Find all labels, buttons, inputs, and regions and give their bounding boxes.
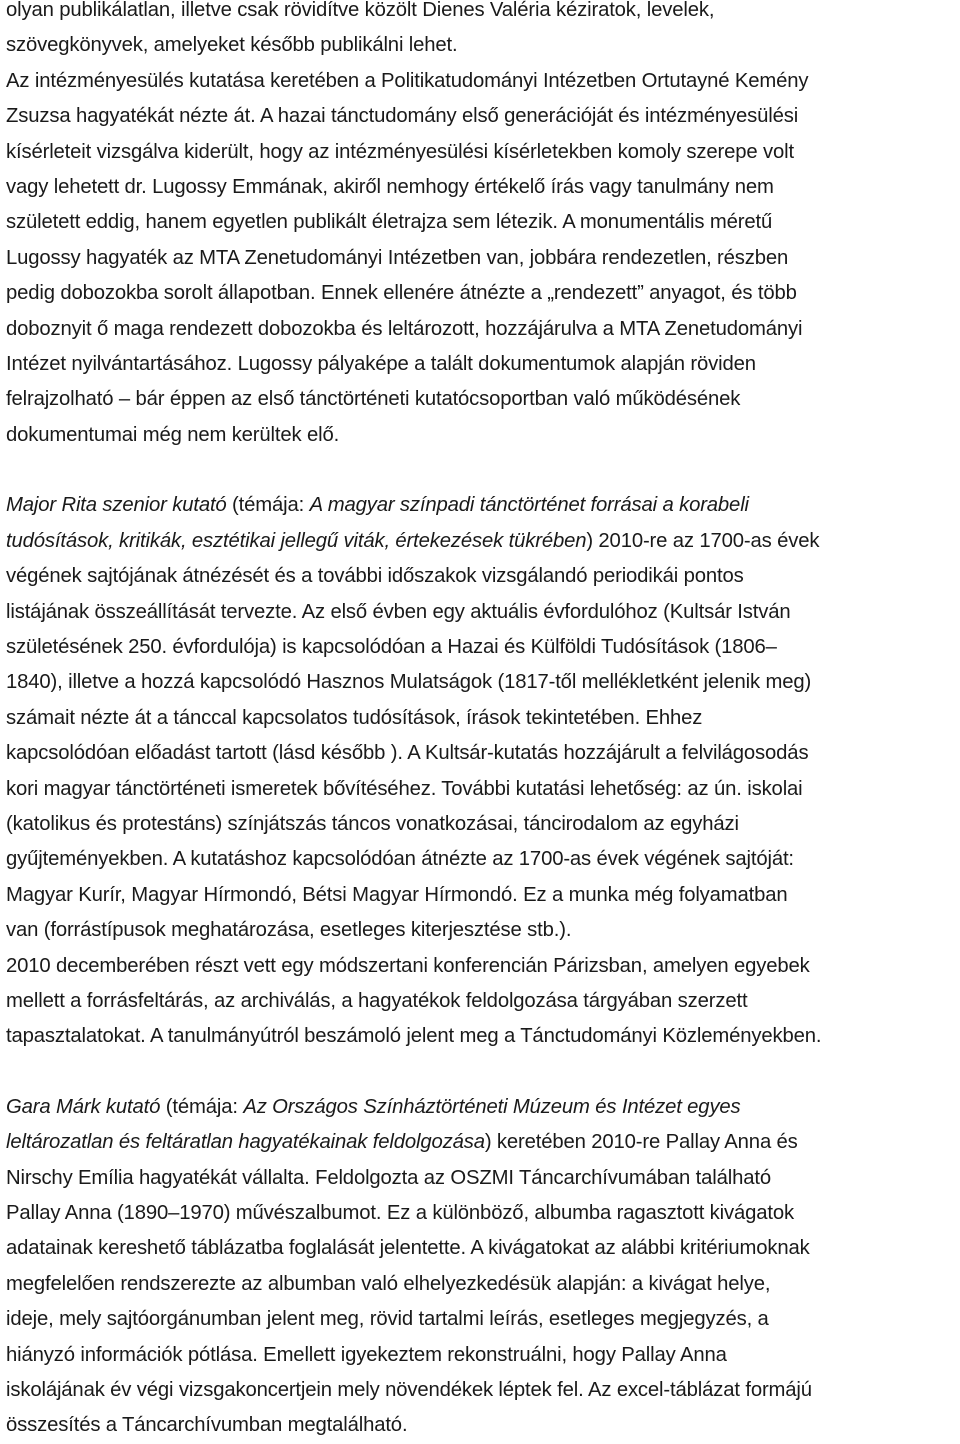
researcher-name: Gara Márk kutató <box>6 1095 161 1118</box>
text-fragment: (témája: <box>226 494 310 517</box>
text-line: felrajzolható – bár éppen az első tánctörténeti kutatócsoportban való működésének <box>6 388 741 411</box>
text-line: dokumentumai még nem kerültek elő. <box>6 423 340 446</box>
text-line: Pallay Anna (1890–1970) művészalbumot. Ez a különböző, albumba ragasztott kivágatok <box>6 1202 795 1224</box>
text-line: Az intézményesülés kutatása keretében a Politikatudományi Intézetben Ortutayné Kemény <box>6 69 809 92</box>
paragraph-lugossy <box>6 0 956 453</box>
text-line: mellett a forrásfeltárás, az archiválás, a hagyatékok feldolgozása tárgyában szerzett <box>6 989 748 1012</box>
text-line: végének sajtójának átnézését és a további időszakok vizsgálandó periodikái pontos <box>6 565 744 588</box>
text-line <box>6 524 956 559</box>
text-fragment: ) keretében 2010-re Pallay Anna és <box>484 1131 798 1154</box>
text-line: kísérleteit vizsgálva kiderült, hogy az intézményesülési kísérletekben komoly szerepe volt <box>6 140 794 163</box>
text-line: van (forrástípusok meghatározása, esetleges kiterjesztése stb.). <box>6 919 572 942</box>
text-line: vagy lehetett dr. Lugossy Emmának, akiről nemhogy értékelő írás vagy tanulmány nem <box>6 176 774 199</box>
text-line: számait nézte át a tánccal kapcsolatos tudósítások, írások tekintetében. Ehhez <box>6 706 703 729</box>
text-line: szövegkönyvek, amelyeket később publikálni lehet. <box>6 34 458 57</box>
paragraph-spacer <box>6 1055 956 1090</box>
text-fragment: ) 2010-re az 1700-as évek <box>586 529 820 552</box>
text-line: Magyar Kurír, Magyar Hírmondó, Bétsi Magyar Hírmondó. Ez a munka még folyamatban <box>6 883 788 906</box>
text-line: Intézet nyilvántartásához. Lugossy pályaképe a talált dokumentumok alapján röviden <box>6 353 756 376</box>
text-line: iskolájának év végi vizsgakoncertjein mely növendékek léptek fel. Az excel-táblázat formájú <box>6 1379 812 1402</box>
research-topic: A magyar színpadi tánctörténet forrásai a korabeli <box>309 494 749 517</box>
paragraph-major-rita <box>6 488 956 1055</box>
text-line: gyűjteményekben. A kutatáshoz kapcsolódóan átnézte az 1700-as évek végének sajtóját: <box>6 848 794 871</box>
text-line: Lugossy hagyaték az MTA Zenetudományi Intézetben van, jobbára rendezetlen, részben <box>6 246 789 269</box>
text-line: adatainak kereshető táblázatba foglalását jelentette. A kivágatokat az alábbi kritériumoknak <box>6 1237 810 1260</box>
text-line <box>6 1125 956 1160</box>
research-topic: leltározatlan és feltáratlan hagyatékainak feldolgozása <box>6 1131 485 1154</box>
text-line: olyan publikálatlan, illetve csak rövidítve közölt Dienes Valéria kéziratok, levelek, <box>6 0 715 21</box>
text-line: (katolikus és protestáns) színjátszás táncos vonatkozásai, táncirodalom az egyházi <box>6 812 739 835</box>
text-line: doboznyit ő maga rendezett dobozokba és leltározott, hozzájárulva a MTA Zenetudományi <box>6 317 803 340</box>
text-line: 2010 decemberében részt vett egy módszertani konferencián Párizsban, amelyen egyebek <box>6 954 810 977</box>
text-line: megfelelően rendszerezte az albumban való elhelyezkedésük alapján: a kivágat helye, <box>6 1272 771 1295</box>
text-line: Zsuzsa hagyatékát nézte át. A hazai tánctudomány első generációját és intézményesülési <box>6 105 799 128</box>
research-topic: Az Országos Színháztörténeti Múzeum és Intézet egyes <box>243 1095 741 1118</box>
text-line <box>6 1090 956 1125</box>
text-line: kori magyar tánctörténeti ismeretek bővítéséhez. További kutatási lehetőség: az ún. iskolai <box>6 777 803 800</box>
text-fragment: (témája: <box>160 1095 244 1118</box>
text-line: összesítés a Táncarchívumban megtalálható. <box>6 1414 408 1437</box>
paragraph-spacer <box>6 453 956 488</box>
text-line: kapcsolódóan előadást tartott (lásd később ). A Kultsár-kutatás hozzájárult a felvilágosodás <box>6 742 809 765</box>
text-line: Nirschy Emília hagyatékát vállalta. Feldolgozta az OSZMI Táncarchívumában található <box>6 1166 771 1189</box>
text-line <box>6 488 956 523</box>
document-page <box>6 0 956 1444</box>
text-line: listájának összeállítását tervezte. Az első évben egy aktuális évfordulóhoz (Kultsár István <box>6 600 791 623</box>
text-line: ideje, mely sajtóorgánumban jelent meg, rövid tartalmi leírás, esetleges megjegyzés, a <box>6 1308 769 1331</box>
text-line: született eddig, hanem egyetlen publikált életrajza sem létezik. A monumentális méretű <box>6 211 773 234</box>
text-line: hiányzó információk pótlása. Emellett igyekeztem rekonstruálni, hogy Pallay Anna <box>6 1343 727 1366</box>
research-topic: tudósítások, kritikák, esztétikai jellegű viták, értekezések tükrében <box>6 529 587 552</box>
text-line: pedig dobozokba sorolt állapotban. Ennek ellenére átnézte a „rendezett” anyagot, és több <box>6 282 797 305</box>
text-line: születésének 250. évfordulója) is kapcsolódóan a Hazai és Külföldi Tudósítások (1806– <box>6 635 777 658</box>
text-line: 1840), illetve a hozzá kapcsolódó Hasznos Mulatságok (1817-től mellékletként jelenik meg) <box>6 671 812 694</box>
text-line: tapasztalatokat. A tanulmányútról beszámoló jelent meg a Tánctudományi Közleményekben. <box>6 1025 822 1048</box>
paragraph-gara-mark <box>6 1090 956 1444</box>
researcher-name: Major Rita szenior kutató <box>6 494 227 517</box>
